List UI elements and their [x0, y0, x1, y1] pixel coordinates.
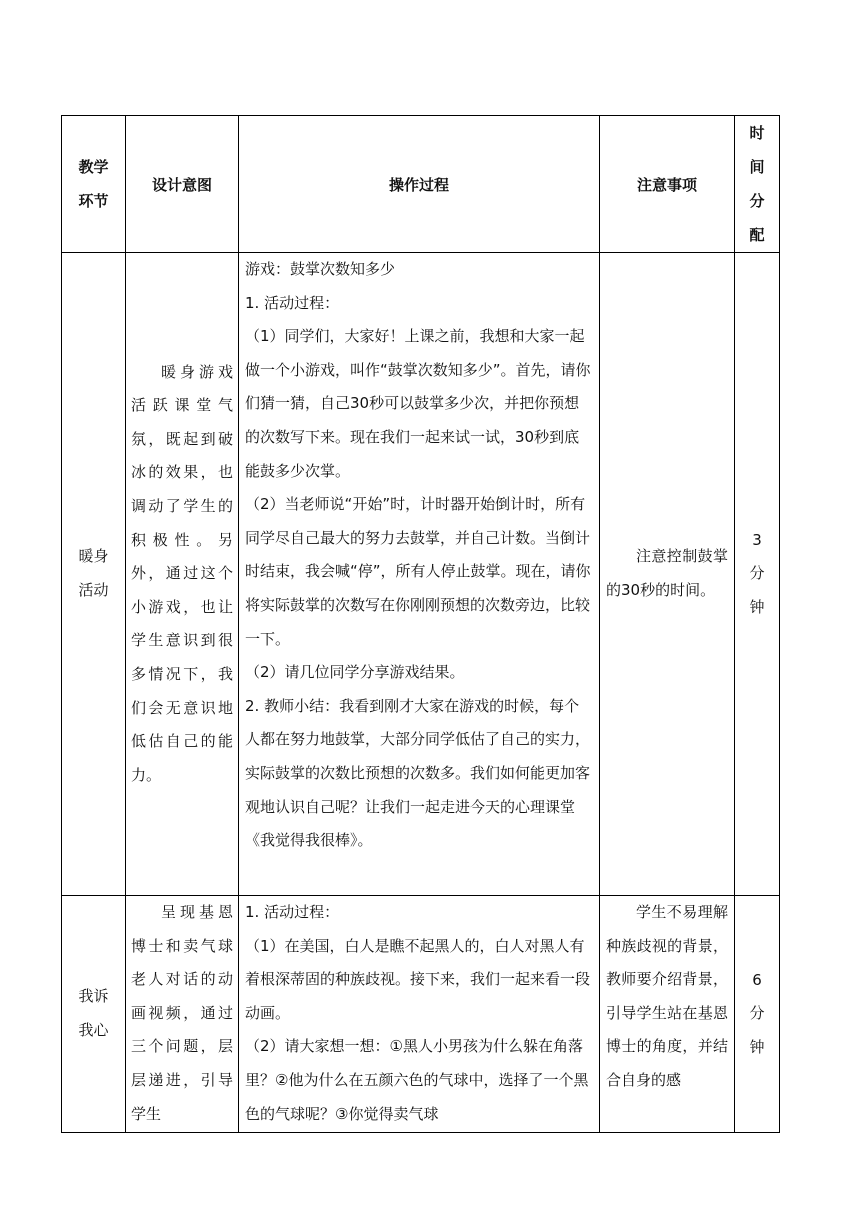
row1-process — [239, 253, 600, 896]
row2-time — [735, 896, 780, 1133]
header-notes — [600, 116, 735, 253]
header-process-text: 操作过程 — [388, 175, 449, 194]
row2-process-line: 1. 活动过程： — [245, 903, 340, 921]
row1-process-line: 游戏：鼓掌次数知多少 — [245, 260, 396, 278]
header-intent — [126, 116, 239, 253]
row2-process — [239, 896, 600, 1133]
row2-intent — [126, 896, 239, 1133]
header-process — [239, 116, 600, 253]
header-row — [62, 116, 780, 253]
row1-stage — [62, 253, 126, 896]
row1-process-line: 2. 教师小结：我看到刚才大家在游戏的时候，每个人都在努力地鼓掌，大部分同学低估了自己的实力，实际鼓掌的次数比预想的次数多。我们如何能更加客观地认识自己呢？让我们一起走进今天的心理课堂《我觉得我很棒》。 — [245, 696, 591, 850]
row1-process-line: （2）请几位同学分享游戏结果。 — [245, 663, 465, 682]
row1-notes-text: 注意控制鼓掌的30秒的时间。 — [606, 547, 728, 599]
row2-stage — [62, 896, 126, 1133]
row2-intent-text: 呈现基恩博士和卖气球老人对话的动画视频，通过三个问题，层层递进，引导学生 — [131, 903, 233, 1123]
row1-intent — [126, 253, 239, 896]
row1-process-line: （1）同学们，大家好！上课之前，我想和大家一起做一个小游戏，叫作“鼓掌次数知多少”。首先，请你们猜一猜，自己30秒可以鼓掌多少次，并把你预想的次数写下来。现在我们一起来试一试，30秒到底能鼓多少次掌。 — [245, 327, 591, 480]
row1-time — [735, 253, 780, 896]
row2-process-line: （1）在美国，白人是瞧不起黑人的，白人对黑人有着根深蒂固的种族歧视。接下来，我们一起来看一段动画。 — [245, 936, 591, 1022]
row1-stage-text: 暖身 活动 — [78, 547, 109, 599]
row2-notes-text: 学生不易理解种族歧视的背景，教师要介绍背景，引导学生站在基恩博士的角度，并结合自身的感 — [606, 903, 728, 1089]
lesson-plan-table — [61, 115, 780, 1133]
row1-time-text: 3 分 钟 — [749, 530, 765, 616]
row2-process-line: （2）请大家想一想：①黑人小男孩为什么躲在角落里？②他为什么在五颜六色的气球中，选择了一个黑色的气球呢？③你觉得卖气球 — [245, 1037, 589, 1123]
header-notes-text: 注意事项 — [636, 175, 697, 194]
table-row — [62, 896, 780, 1133]
row2-notes — [600, 896, 735, 1133]
header-intent-text: 设计意图 — [151, 175, 212, 194]
row2-stage-text: 我诉 我心 — [78, 987, 109, 1039]
header-time-text: 时 间 分 配 — [749, 124, 765, 244]
table-row — [62, 253, 780, 896]
row2-time-text: 6 分 钟 — [749, 970, 765, 1056]
row1-intent-text: 暖身游戏活跃课堂气氛，既起到破冰的效果，也调动了学生的积极性。另外，通过这个小游戏，也让学生意识到很多情况下，我们会无意识地低估自己的能力。 — [131, 362, 233, 784]
row1-notes — [600, 253, 735, 896]
header-time — [735, 116, 780, 253]
row1-process-line: （2）当老师说“开始”时，计时器开始倒计时，所有同学尽自己最大的努力去鼓掌，并自己计数。当倒计时结束，我会喊“停”，所有人停止鼓掌。现在，请你将实际鼓掌的次数写在你刚刚预想的次数旁边，比较一下。 — [245, 495, 591, 648]
header-stage-text: 教学 环节 — [78, 158, 109, 210]
row1-process-line: 1. 活动过程： — [245, 293, 340, 312]
header-stage — [62, 116, 126, 253]
